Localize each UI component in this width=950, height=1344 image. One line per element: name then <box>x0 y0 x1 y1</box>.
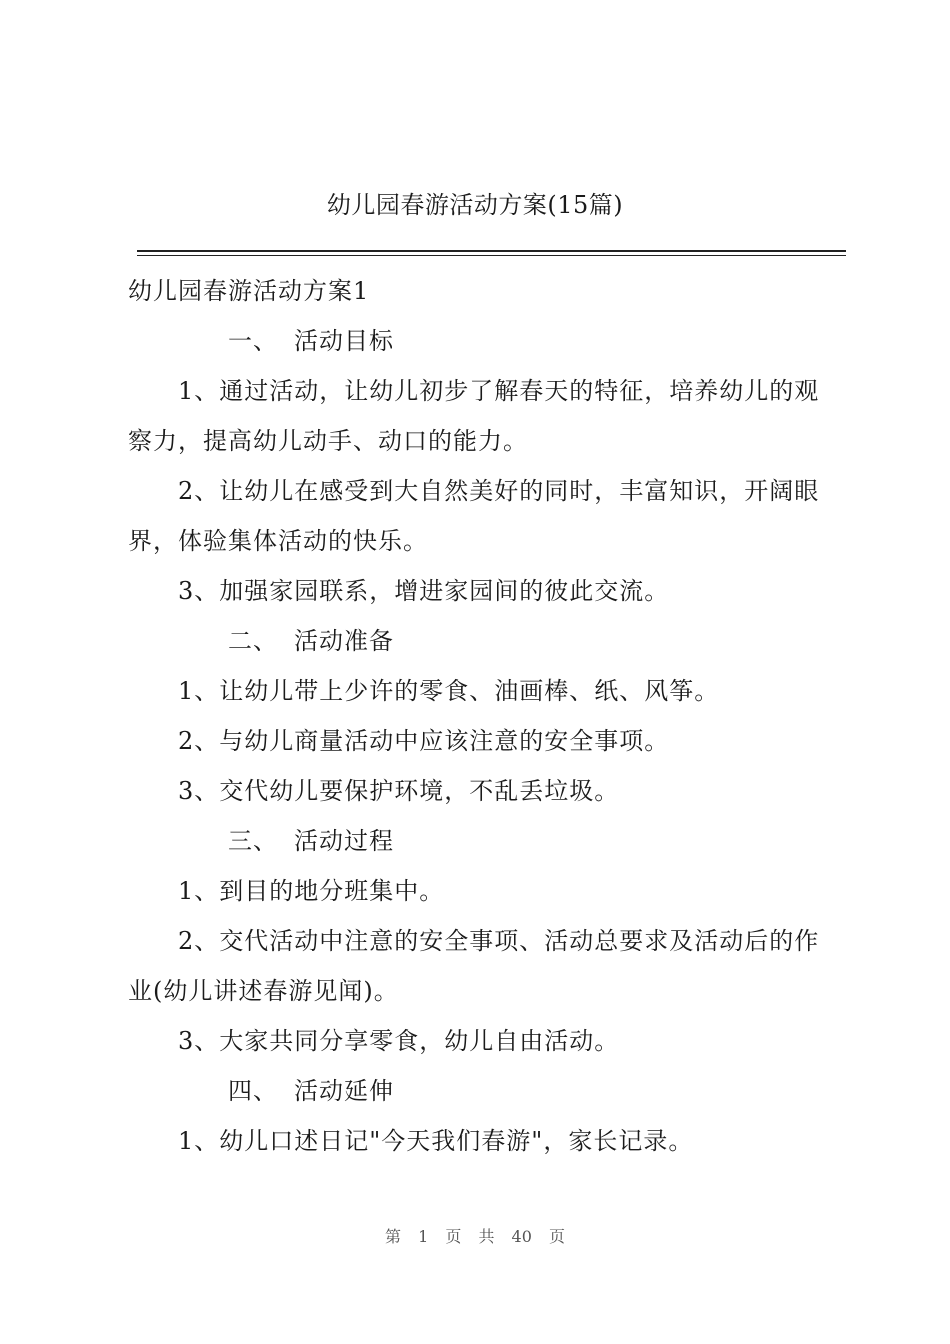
heading-text: 活动过程 <box>294 827 394 855</box>
heading-number: 三、 <box>228 827 278 855</box>
heading-text: 活动延伸 <box>294 1077 394 1105</box>
heading-process <box>128 816 840 866</box>
paragraph: 3、加强家园联系，增进家园间的彼此交流。 <box>178 577 670 605</box>
heading-number: 四、 <box>228 1077 278 1105</box>
document-body <box>128 266 840 1166</box>
heading-preparation <box>128 616 840 666</box>
paragraph: 1、到目的地分班集中。 <box>178 877 445 905</box>
heading-number: 一、 <box>228 327 278 355</box>
heading-extension <box>128 1066 840 1116</box>
paragraph: 1、让幼儿带上少许的零食、油画棒、纸、风筝。 <box>178 677 720 705</box>
heading-goals <box>128 316 840 366</box>
paragraph: 1、幼儿口述日记"今天我们春游"，家长记录。 <box>178 1127 694 1155</box>
section-title: 幼儿园春游活动方案1 <box>128 277 370 305</box>
heading-text: 活动准备 <box>294 627 394 655</box>
paragraph: 2、让幼儿在感受到大自然美好的同时，丰富知识，开阔眼界，体验集体活动的快乐。 <box>128 477 820 555</box>
title-divider <box>137 250 846 256</box>
heading-text: 活动目标 <box>294 327 394 355</box>
paragraph: 2、与幼儿商量活动中应该注意的安全事项。 <box>178 727 670 755</box>
page-footer: 第 1 页 共 40 页 <box>385 1227 565 1246</box>
paragraph: 1、通过活动，让幼儿初步了解春天的特征，培养幼儿的观察力，提高幼儿动手、动口的能力。 <box>128 377 820 455</box>
paragraph: 3、交代幼儿要保护环境，不乱丢垃圾。 <box>178 777 620 805</box>
heading-number: 二、 <box>228 627 278 655</box>
paragraph: 3、大家共同分享零食，幼儿自由活动。 <box>178 1027 620 1055</box>
document-title: 幼儿园春游活动方案(15篇) <box>326 191 624 219</box>
paragraph: 2、交代活动中注意的安全事项、活动总要求及活动后的作业(幼儿讲述春游见闻)。 <box>128 927 820 1005</box>
